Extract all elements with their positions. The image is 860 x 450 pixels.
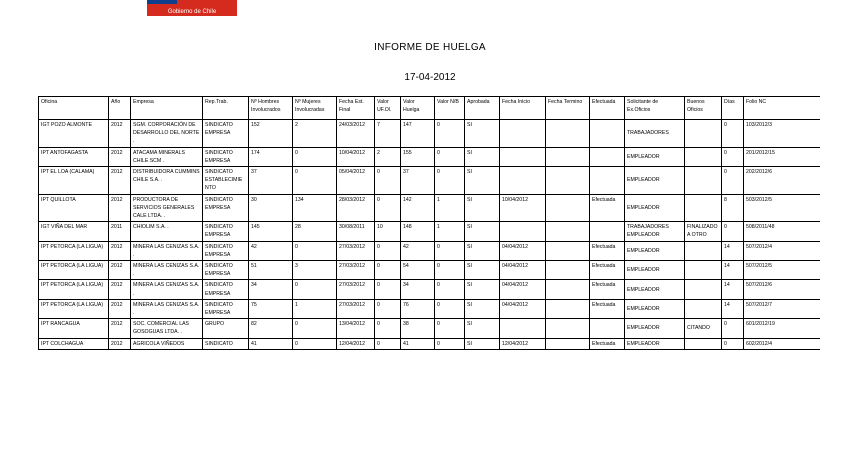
cell-buenos-oficios: [685, 261, 722, 280]
cell-anio: 2012: [109, 194, 131, 222]
cell-valor-nb: 0: [435, 167, 465, 195]
cell-dias: 0: [722, 222, 744, 241]
cell-efectuada: Efectuada: [590, 241, 625, 260]
cell-buenos-oficios: [685, 147, 722, 166]
logo-blue-band: [147, 0, 177, 4]
cell-valor-huelga: 54: [401, 261, 435, 280]
cell-dias: 0: [722, 167, 744, 195]
cell-oficina: IPT ANTOFAGASTA: [39, 147, 109, 166]
cell-oficina: IPT RANCAGUA: [39, 319, 109, 338]
cell-dias: 14: [722, 299, 744, 318]
header-valor-nb: Valor N/B: [435, 97, 465, 120]
cell-valor-nb: 0: [435, 299, 465, 318]
cell-hombres: 145: [249, 222, 293, 241]
cell-mujeres: 0: [293, 319, 337, 338]
gobierno-logo: [147, 0, 237, 16]
cell-dias: 14: [722, 261, 744, 280]
cell-hombres: 82: [249, 319, 293, 338]
cell-fecha-inicio: [500, 167, 546, 195]
cell-valor-huelga: 148: [401, 222, 435, 241]
cell-oficina: IPT PETORCA (LA LIGUA): [39, 261, 109, 280]
table-row: [39, 167, 821, 195]
cell-folio: 201/2012/15: [744, 147, 821, 166]
cell-fecha-termino: [546, 338, 590, 349]
header-folio: Folio NC: [744, 97, 821, 120]
cell-fecha-inicio: [500, 120, 546, 148]
header-valor-huelga: Valor Huelga: [401, 97, 435, 120]
cell-aprobada: SI: [465, 222, 500, 241]
cell-empresa: MINERA LAS CENIZAS S.A. .: [131, 299, 203, 318]
cell-efectuada: Efectuada: [590, 299, 625, 318]
cell-oficina: IPT EL LOA (CALAMA): [39, 167, 109, 195]
header-anio: Año: [109, 97, 131, 120]
cell-hombres: 41: [249, 338, 293, 349]
cell-fecha-inicio: 04/04/2012: [500, 241, 546, 260]
cell-efectuada: [590, 222, 625, 241]
cell-mujeres: 1: [293, 299, 337, 318]
cell-buenos-oficios: [685, 338, 722, 349]
cell-valor-uf: 10: [375, 222, 401, 241]
cell-rep-trab: SINDICATO EMPRESA: [203, 280, 249, 299]
cell-fecha-est-final: 27/03/2012: [337, 299, 375, 318]
cell-folio: 507/2012/7: [744, 299, 821, 318]
cell-anio: 2012: [109, 299, 131, 318]
cell-anio: 2012: [109, 167, 131, 195]
header-valor-uf: Valor UF.Ol.: [375, 97, 401, 120]
cell-fecha-est-final: 27/03/2012: [337, 261, 375, 280]
cell-buenos-oficios: [685, 280, 722, 299]
cell-fecha-est-final: 27/03/2012: [337, 241, 375, 260]
cell-empresa: PRODUCTORA DE SERVICIOS GENERALES CALE LTDA. .: [131, 194, 203, 222]
header-solicitante: Solicitante de Ex.Oficios: [625, 97, 685, 120]
cell-folio: 602/2012/4: [744, 338, 821, 349]
cell-solicitante: EMPLEADOR: [625, 167, 685, 195]
cell-hombres: 75: [249, 299, 293, 318]
cell-fecha-termino: [546, 261, 590, 280]
header-row: [39, 97, 821, 120]
cell-fecha-est-final: 28/03/2012: [337, 194, 375, 222]
report-title: INFORME DE HUELGA: [374, 42, 486, 53]
cell-fecha-est-final: 12/04/2012: [337, 338, 375, 349]
header-dias: Días: [722, 97, 744, 120]
cell-valor-uf: 0: [375, 167, 401, 195]
cell-anio: 2012: [109, 261, 131, 280]
cell-folio: 507/2012/4: [744, 241, 821, 260]
cell-valor-uf: 0: [375, 261, 401, 280]
cell-efectuada: Efectuada: [590, 338, 625, 349]
cell-dias: 14: [722, 280, 744, 299]
cell-fecha-inicio: [500, 147, 546, 166]
cell-folio: 507/2012/5: [744, 261, 821, 280]
cell-folio: 503/2012/5: [744, 194, 821, 222]
cell-oficina: IPT QUILLOTA: [39, 194, 109, 222]
cell-valor-nb: 0: [435, 241, 465, 260]
cell-valor-huelga: 147: [401, 120, 435, 148]
cell-folio: 508/2011/48: [744, 222, 821, 241]
cell-valor-uf: 2: [375, 147, 401, 166]
cell-valor-huelga: 155: [401, 147, 435, 166]
header-rep-trab: Rep.Trab.: [203, 97, 249, 120]
cell-mujeres: 2: [293, 120, 337, 148]
cell-aprobada: SI: [465, 120, 500, 148]
table-row: [39, 222, 821, 241]
cell-empresa: SGM. CORPORACIÓN DE DESARROLLO DEL NORTE .: [131, 120, 203, 148]
strike-table-wrapper: [38, 96, 820, 450]
cell-valor-nb: 0: [435, 319, 465, 338]
cell-valor-uf: 0: [375, 319, 401, 338]
cell-hombres: 42: [249, 241, 293, 260]
cell-dias: 0: [722, 120, 744, 148]
cell-oficina: IGT POZO ALMONTE: [39, 120, 109, 148]
cell-efectuada: [590, 319, 625, 338]
cell-valor-nb: 0: [435, 338, 465, 349]
cell-mujeres: 0: [293, 338, 337, 349]
header-efectuada: Efectuada: [590, 97, 625, 120]
cell-valor-huelga: 76: [401, 299, 435, 318]
cell-solicitante: EMPLEADOR: [625, 147, 685, 166]
cell-fecha-inicio: 04/04/2012: [500, 299, 546, 318]
cell-rep-trab: SINDICATO EMPRESA: [203, 120, 249, 148]
cell-valor-uf: 0: [375, 299, 401, 318]
table-row: [39, 120, 821, 148]
cell-fecha-termino: [546, 167, 590, 195]
cell-anio: 2012: [109, 241, 131, 260]
cell-mujeres: 0: [293, 241, 337, 260]
report-date: 17-04-2012: [404, 72, 456, 83]
cell-valor-uf: 0: [375, 338, 401, 349]
cell-valor-uf: 0: [375, 280, 401, 299]
cell-mujeres: 134: [293, 194, 337, 222]
cell-empresa: MINERA LAS CENIZAS S.A. .: [131, 280, 203, 299]
cell-buenos-oficios: [685, 120, 722, 148]
cell-mujeres: 0: [293, 280, 337, 299]
cell-solicitante: EMPLEADOR: [625, 241, 685, 260]
cell-anio: 2012: [109, 280, 131, 299]
cell-empresa: ATACAMA MINERALS CHILE SCM .: [131, 147, 203, 166]
cell-valor-nb: 1: [435, 222, 465, 241]
cell-empresa: MINERA LAS CENIZAS S.A. .: [131, 241, 203, 260]
cell-fecha-termino: [546, 319, 590, 338]
cell-empresa: MINERA LAS CENIZAS S.A. .: [131, 261, 203, 280]
cell-fecha-inicio: 04/04/2012: [500, 280, 546, 299]
cell-valor-nb: 1: [435, 194, 465, 222]
cell-valor-uf: 0: [375, 241, 401, 260]
table-body: [39, 120, 821, 350]
cell-solicitante: EMPLEADOR: [625, 194, 685, 222]
cell-rep-trab: SINDICATO: [203, 338, 249, 349]
cell-fecha-inicio: 10/04/2012: [500, 194, 546, 222]
cell-oficina: IPT PETORCA (LA LIGUA): [39, 241, 109, 260]
cell-anio: 2012: [109, 319, 131, 338]
cell-valor-huelga: 42: [401, 241, 435, 260]
cell-oficina: IPT COLCHAGUA: [39, 338, 109, 349]
cell-aprobada: SI: [465, 194, 500, 222]
cell-solicitante: EMPLEADOR: [625, 261, 685, 280]
cell-valor-nb: 0: [435, 280, 465, 299]
cell-fecha-est-final: 05/04/2012: [337, 167, 375, 195]
cell-solicitante: TRABAJADORES EMPLEADOR: [625, 222, 685, 241]
cell-rep-trab: SINDICATO EMPRESA: [203, 299, 249, 318]
cell-efectuada: [590, 167, 625, 195]
cell-rep-trab: SINDICATO EMPRESA: [203, 222, 249, 241]
cell-buenos-oficios: [685, 299, 722, 318]
header-hombres: Nº Hombres Involucrados: [249, 97, 293, 120]
cell-fecha-inicio: [500, 222, 546, 241]
cell-solicitante: EMPLEADOR: [625, 338, 685, 349]
cell-hombres: 152: [249, 120, 293, 148]
cell-empresa: SOC. COMERCIAL LAS GOSOGUAS LTDA. .: [131, 319, 203, 338]
cell-efectuada: Efectuada: [590, 280, 625, 299]
cell-fecha-est-final: 10/04/2012: [337, 147, 375, 166]
table-row: [39, 319, 821, 338]
header-fecha-est-final: Fecha Est. Final: [337, 97, 375, 120]
cell-efectuada: [590, 120, 625, 148]
table-row: [39, 241, 821, 260]
cell-rep-trab: SINDICATO EMPRESA: [203, 241, 249, 260]
cell-valor-huelga: 38: [401, 319, 435, 338]
cell-solicitante: EMPLEADOR: [625, 299, 685, 318]
strike-table: [38, 96, 820, 350]
header-buenos-oficios: Buenos Oficios: [685, 97, 722, 120]
cell-fecha-termino: [546, 147, 590, 166]
cell-anio: 2011: [109, 222, 131, 241]
cell-rep-trab: SINDICATO EMPRESA: [203, 147, 249, 166]
cell-aprobada: SI: [465, 280, 500, 299]
cell-oficina: IPT PETORCA (LA LIGUA): [39, 299, 109, 318]
cell-anio: 2012: [109, 147, 131, 166]
cell-mujeres: 28: [293, 222, 337, 241]
cell-hombres: 37: [249, 167, 293, 195]
cell-solicitante: EMPLEADOR: [625, 280, 685, 299]
cell-anio: 2012: [109, 120, 131, 148]
cell-fecha-termino: [546, 194, 590, 222]
cell-buenos-oficios: [685, 194, 722, 222]
cell-hombres: 34: [249, 280, 293, 299]
cell-solicitante: EMPLEADOR: [625, 319, 685, 338]
cell-aprobada: SI: [465, 261, 500, 280]
cell-buenos-oficios: [685, 167, 722, 195]
cell-buenos-oficios: [685, 241, 722, 260]
logo-text: Gobierno de Chile: [167, 9, 217, 15]
cell-fecha-termino: [546, 299, 590, 318]
cell-aprobada: SI: [465, 147, 500, 166]
cell-fecha-termino: [546, 222, 590, 241]
cell-empresa: DISTRIBUIDORA CUMMINS CHILE S.A. .: [131, 167, 203, 195]
cell-folio: 103/2012/3: [744, 120, 821, 148]
cell-fecha-termino: [546, 120, 590, 148]
cell-fecha-est-final: 27/03/2012: [337, 280, 375, 299]
header-mujeres: Nº Mujeres Involucradas: [293, 97, 337, 120]
cell-mujeres: 3: [293, 261, 337, 280]
cell-solicitante: TRABAJADORES: [625, 120, 685, 148]
header-aprobada: Aprobada: [465, 97, 500, 120]
cell-fecha-inicio: [500, 319, 546, 338]
cell-mujeres: 0: [293, 167, 337, 195]
cell-valor-huelga: 142: [401, 194, 435, 222]
cell-aprobada: SI: [465, 167, 500, 195]
cell-fecha-inicio: 04/04/2012: [500, 261, 546, 280]
cell-oficina: IPT PETORCA (LA LIGUA): [39, 280, 109, 299]
cell-fecha-est-final: 13/04/2012: [337, 319, 375, 338]
cell-oficina: IGT VIÑA DEL MAR: [39, 222, 109, 241]
header-fecha-inicio: Fecha Inicio: [500, 97, 546, 120]
cell-folio: 202/2012/6: [744, 167, 821, 195]
table-row: [39, 147, 821, 166]
cell-hombres: 51: [249, 261, 293, 280]
cell-aprobada: SI: [465, 241, 500, 260]
cell-fecha-inicio: 12/04/2012: [500, 338, 546, 349]
cell-efectuada: [590, 147, 625, 166]
cell-rep-trab: SINDICATO EMPRESA: [203, 194, 249, 222]
cell-aprobada: SI: [465, 299, 500, 318]
cell-fecha-est-final: 30/08/2011: [337, 222, 375, 241]
cell-efectuada: Efectuada: [590, 194, 625, 222]
cell-folio: 507/2012/6: [744, 280, 821, 299]
cell-fecha-termino: [546, 241, 590, 260]
cell-buenos-oficios: FINALIZADO A OTRO: [685, 222, 722, 241]
cell-valor-huelga: 37: [401, 167, 435, 195]
cell-valor-nb: 0: [435, 261, 465, 280]
cell-efectuada: Efectuada: [590, 261, 625, 280]
cell-valor-nb: 0: [435, 147, 465, 166]
cell-empresa: CHIOLIM S.A. .: [131, 222, 203, 241]
cell-empresa: AGRICOLA VIÑEDOS: [131, 338, 203, 349]
cell-valor-nb: 0: [435, 120, 465, 148]
table-row: [39, 194, 821, 222]
header-fecha-termino: Fecha Termino: [546, 97, 590, 120]
cell-aprobada: SI: [465, 319, 500, 338]
cell-rep-trab: GRUPO: [203, 319, 249, 338]
header-oficina: Oficina: [39, 97, 109, 120]
cell-hombres: 174: [249, 147, 293, 166]
cell-valor-uf: 7: [375, 120, 401, 148]
header-empresa: Empresa: [131, 97, 203, 120]
cell-folio: 601/2012/19: [744, 319, 821, 338]
cell-buenos-oficios: CITANDO: [685, 319, 722, 338]
cell-dias: 14: [722, 241, 744, 260]
cell-dias: 0: [722, 338, 744, 349]
table-row: [39, 280, 821, 299]
table-row: [39, 299, 821, 318]
cell-fecha-est-final: 24/03/2012: [337, 120, 375, 148]
cell-aprobada: SI: [465, 338, 500, 349]
cell-mujeres: 0: [293, 147, 337, 166]
cell-rep-trab: SINDICATO ESTABLECIMIENTO: [203, 167, 249, 195]
cell-anio: 2012: [109, 338, 131, 349]
table-row: [39, 261, 821, 280]
cell-valor-huelga: 41: [401, 338, 435, 349]
table-row: [39, 338, 821, 349]
cell-rep-trab: SINDICATO EMPRESA: [203, 261, 249, 280]
cell-dias: 0: [722, 319, 744, 338]
cell-dias: 8: [722, 194, 744, 222]
cell-valor-huelga: 34: [401, 280, 435, 299]
cell-hombres: 30: [249, 194, 293, 222]
cell-fecha-termino: [546, 280, 590, 299]
cell-valor-uf: 0: [375, 194, 401, 222]
cell-dias: 0: [722, 147, 744, 166]
